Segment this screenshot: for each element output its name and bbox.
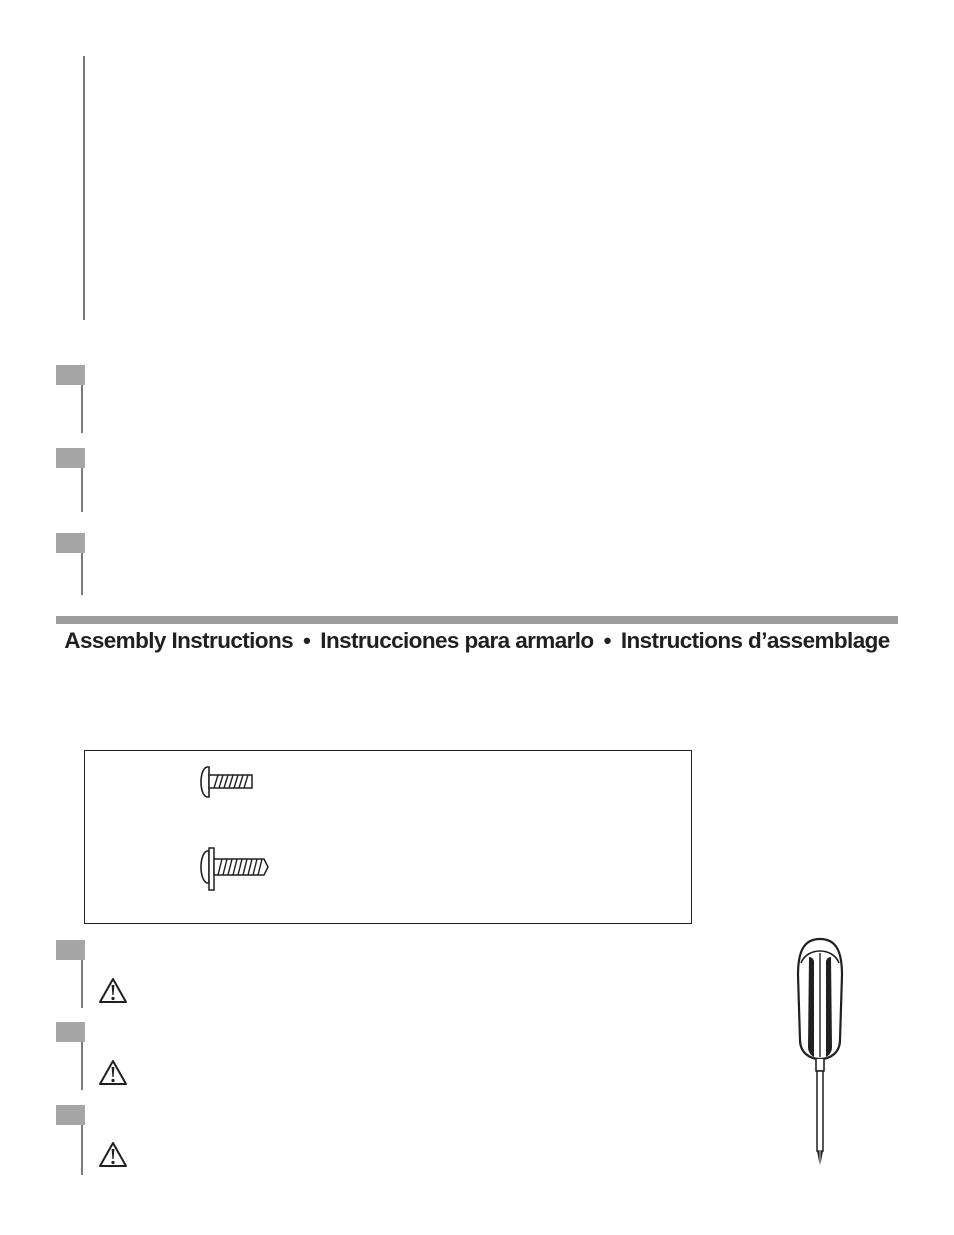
step-tab-3	[56, 533, 85, 553]
heading-spanish: Instrucciones para armarlo	[320, 628, 594, 653]
warning-triangle-icon	[98, 1141, 128, 1168]
parts-box	[84, 750, 692, 924]
step-tab-6	[56, 1105, 85, 1125]
step-tab-5	[56, 1022, 85, 1042]
long-screw-icon	[198, 847, 274, 891]
step-tab-1	[56, 365, 85, 385]
short-screw-icon	[198, 766, 258, 798]
step-line-6	[81, 1125, 83, 1175]
step-line-4	[81, 960, 83, 1008]
screwdriver-icon	[790, 935, 850, 1171]
top-section-line	[83, 56, 85, 320]
heading-french: Instructions d’assemblage	[620, 628, 890, 653]
heading-separator: •	[603, 628, 611, 653]
section-rule	[56, 616, 898, 624]
warning-triangle-icon	[98, 1059, 128, 1086]
step-tab-4	[56, 940, 85, 960]
step-tab-2	[56, 448, 85, 468]
heading-separator: •	[303, 628, 311, 653]
step-line-2	[81, 468, 83, 512]
heading-english: Assembly Instructions	[64, 628, 294, 653]
warning-triangle-icon	[98, 977, 128, 1004]
step-line-1	[81, 385, 83, 433]
step-line-3	[81, 553, 83, 595]
step-line-5	[81, 1042, 83, 1090]
assembly-heading	[56, 628, 898, 654]
